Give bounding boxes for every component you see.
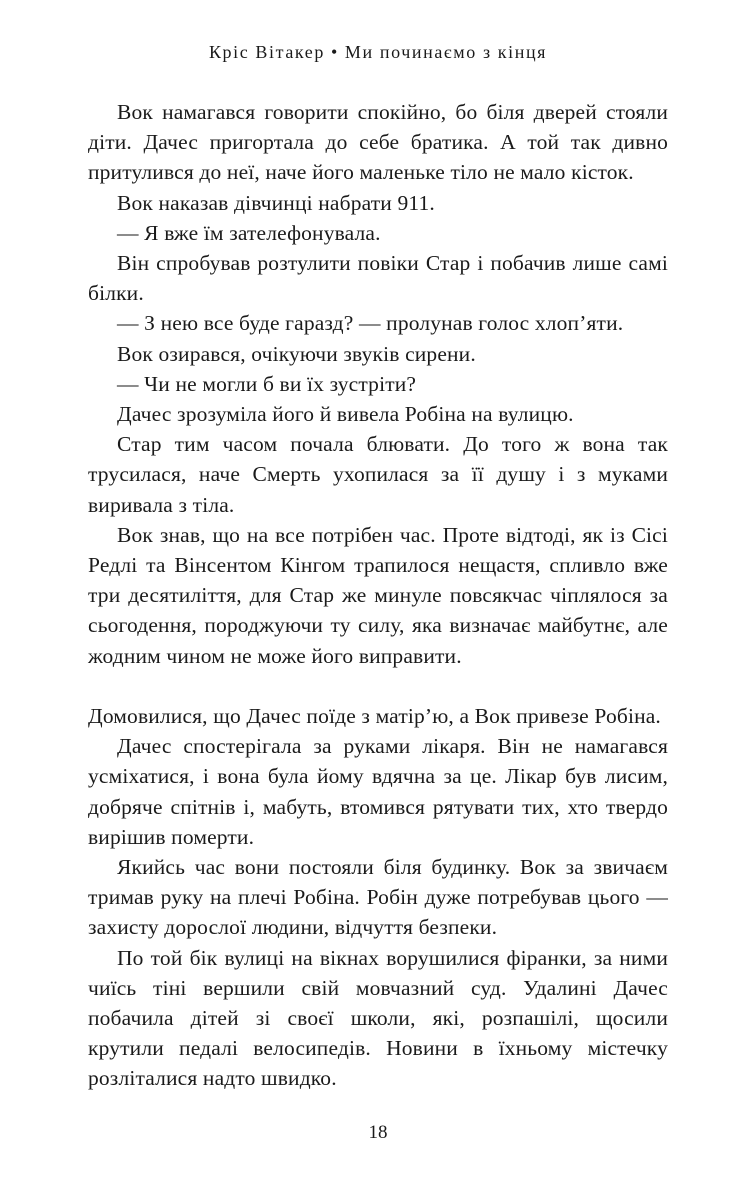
paragraph: Домовилися, що Дачес поїде з матір’ю, а Вок привезе Робіна. [88,704,661,729]
paragraph: Вок знав, що на все потрібен час. Проте відтоді, як із Сісі Редлі та Вінсентом Кінгом трапилося нещастя, спливло вже три десятиліття, для Стар же минуле повсякчас чіплялося за сьогодення, породжуючи ту силу, яка визначає майбутнє, але жодним чином не може його виправити. [88,522,668,668]
page-number: 18 [368,1122,388,1143]
header-author: Кріс Вітакер [208,42,326,62]
paragraph: Він спробував розтулити повіки Стар і побачив лише самі білки. [88,251,668,306]
paragraph: Вок озирався, очікуючи звуків сирени. [117,341,476,366]
paragraph: — Чи не могли б ви їх зустріти? [117,371,417,396]
running-head [0,42,756,63]
header-separator: • [331,42,339,62]
paragraph: Стар тим часом почала блювати. До того ж вона так трусилася, наче Смерть ухопилася за її душу і з муками виривала з тіла. [88,432,668,517]
paragraph: Вок намагався говорити спокійно, бо біля дверей стояли діти. Дачес пригортала до себе братика. А той так дивно притулився до неї, наче його маленьке тіло не мало кісток. [88,100,668,185]
paragraph: — З нею все буде гаразд? — пролунав голос хлоп’яти. [117,311,624,336]
section-break [88,671,668,701]
paragraph: Якийсь час вони постояли біля будинку. Вок за звичаєм тримав руку на плечі Робіна. Робін дуже потребував цього — захисту дорослої людини, відчуття безпеки. [88,855,668,940]
header-book-title: Ми починаємо з кінця [344,42,548,62]
paragraph: По той бік вулиці на вікнах ворушилися фіранки, за ними чиїсь тіні вершили свій мовчазний суд. Удалині Дачес побачила дітей зі своєї школи, які, розпашілі, щосили крутили педалі велосипедів. Новини в їхньому містечку розліталися надто швидко. [88,945,668,1091]
paragraph: Дачес спостерігала за руками лікаря. Він не намагався усміхатися, і вона була йому вдячна за це. Лікар був лисим, добряче спітнів і, мабуть, втомився рятувати тих, хто твердо вирішив померти. [88,734,668,849]
body-text [88,97,668,1094]
paragraph: — Я вже їм зателефонувала. [117,220,381,245]
paragraph: Дачес зрозуміла його й вивела Робіна на вулицю. [117,402,574,427]
paragraph: Вок наказав дівчинці набрати 911. [117,190,435,215]
